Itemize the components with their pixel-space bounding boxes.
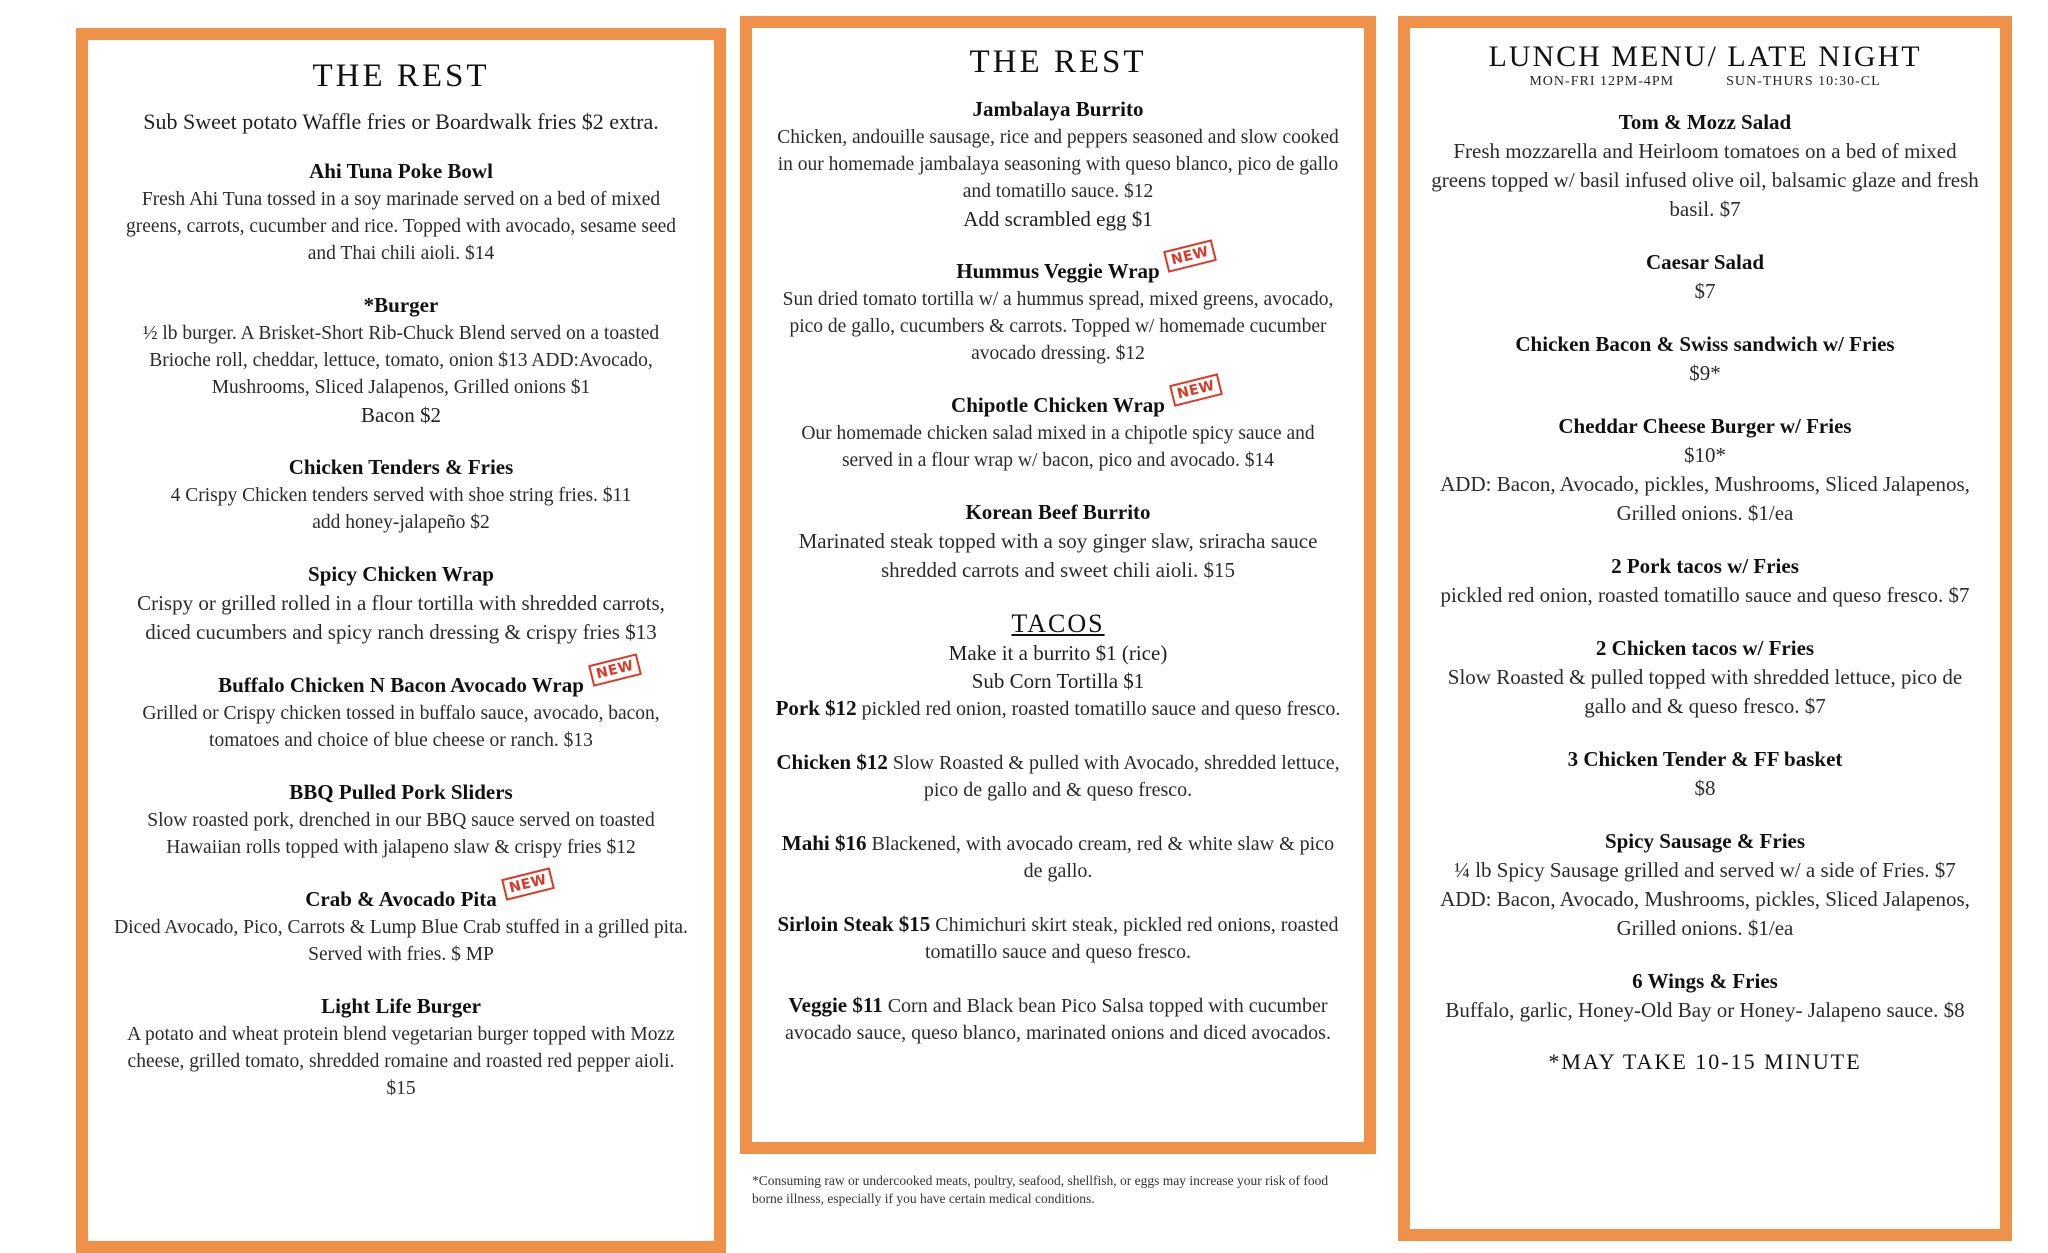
item-description: Sun dried tomato tortilla w/ a hummus spread, mixed greens, avocado, pico de gallo, cucumbers & carrots. Topped w/ homemade cucumber avocado dressing. $12 xyxy=(782,289,1334,364)
new-badge: NEW xyxy=(1164,239,1218,272)
item-addon: add honey-jalapeño $2 xyxy=(312,512,490,533)
item-description: 4 Crispy Chicken tenders served with shoe string fries. $11 xyxy=(170,485,632,506)
menu-item xyxy=(114,992,688,1102)
tacos-option: Sub Corn Tortilla $1 xyxy=(971,669,1145,693)
item-name: Caesar Salad xyxy=(1645,250,1765,274)
taco-name: Mahi $16 xyxy=(781,831,867,855)
taco-item xyxy=(774,911,1342,966)
taco-description: Blackened, with avocado cream, red & white slaw & pico de gallo. xyxy=(871,833,1335,882)
item-description: Marinated steak topped with a soy ginger slaw, sriracha sauce shredded carrots and sweet chili aioli. $15 xyxy=(798,529,1318,582)
taco-name: Chicken $12 xyxy=(776,750,888,774)
item-name: 6 Wings & Fries xyxy=(1632,969,1778,993)
hours-row xyxy=(1430,74,1980,90)
item-name: Chicken Tenders & Fries xyxy=(288,455,514,479)
menu-item xyxy=(114,291,688,429)
menu-item xyxy=(774,377,1342,474)
section-title: LUNCH MENU/ LATE NIGHT xyxy=(1488,40,1922,73)
item-name: Spicy Sausage & Fries xyxy=(1604,829,1806,853)
menu-item xyxy=(1430,248,1980,306)
item-name: Cheddar Cheese Burger w/ Fries xyxy=(1558,414,1852,438)
taco-item xyxy=(774,992,1342,1047)
taco-name: Pork $12 xyxy=(775,696,857,720)
menu-item xyxy=(1430,330,1980,388)
item-name: Crab & Avocado Pita xyxy=(305,887,497,911)
item-description: Slow Roasted & pulled topped with shredded lettuce, pico de gallo and & queso fresco. $7 xyxy=(1447,665,1963,718)
item-name-wrap xyxy=(218,657,636,700)
taco-description: pickled red onion, roasted tomatillo sauce and queso fresco. xyxy=(861,698,1341,720)
menu-item xyxy=(1430,967,1980,1025)
menu-item xyxy=(774,243,1342,367)
food-safety-disclaimer: *Consuming raw or undercooked meats, poultry, seafood, shellfish, or eggs may increase your risk of food borne illness, especially if you have certain medical conditions. xyxy=(752,1173,1329,1206)
menu-item xyxy=(774,498,1342,585)
item-addon: Bacon $2 xyxy=(361,403,441,427)
menu-item xyxy=(114,453,688,536)
item-name: Chipotle Chicken Wrap xyxy=(951,393,1165,417)
hours-late-night: SUN-THURS 10:30-CL xyxy=(1726,74,1881,89)
item-description: A potato and wheat protein blend vegetarian burger topped with Mozz cheese, grilled tomato, shredded romaine and roasted red pepper aioli. $15 xyxy=(127,1024,675,1099)
item-name: Chicken Bacon & Swiss sandwich w/ Fries xyxy=(1515,332,1895,356)
item-description: Fresh mozzarella and Heirloom tomatoes on a bed of mixed greens topped w/ basil infused olive oil, balsamic glaze and fresh basil. $7 xyxy=(1431,139,1979,221)
menu-item xyxy=(1430,552,1980,610)
taco-item xyxy=(774,749,1342,804)
item-name: Buffalo Chicken N Bacon Avocado Wrap xyxy=(218,673,584,697)
item-description: Grilled or Crispy chicken tossed in buffalo sauce, avocado, bacon, tomatoes and choice of blue cheese or ranch. $13 xyxy=(142,703,660,751)
item-description: Our homemade chicken salad mixed in a chipotle spicy sauce and served in a flour wrap w/ bacon, pico and avocado. $14 xyxy=(801,423,1315,471)
item-name: Spicy Chicken Wrap xyxy=(308,562,494,586)
menu-item xyxy=(114,657,688,754)
item-name: *Burger xyxy=(363,293,439,317)
taco-description: Slow Roasted & pulled with Avocado, shredded lettuce, pico de gallo and & queso fresco. xyxy=(892,752,1340,801)
item-description: Crispy or grilled rolled in a flour tortilla with shredded carrots, diced cucumbers and spicy ranch dressing & crispy fries $13 xyxy=(137,591,665,644)
new-badge: NEW xyxy=(1169,373,1223,406)
taco-name: Sirloin Steak $15 xyxy=(777,912,931,936)
menu-item xyxy=(774,95,1342,233)
taco-description: Chimichuri skirt steak, pickled red onions, roasted tomatillo sauce and queso fresco. xyxy=(924,914,1339,963)
item-name: Hummus Veggie Wrap xyxy=(956,259,1160,283)
tacos-heading: TACOS xyxy=(1011,609,1105,638)
item-name-wrap xyxy=(956,243,1212,286)
item-name: 3 Chicken Tender & FF basket xyxy=(1567,747,1843,771)
item-name: Light Life Burger xyxy=(321,994,481,1018)
item-description: Buffalo, garlic, Honey-Old Bay or Honey- Jalapeno sauce. $8 xyxy=(1445,998,1965,1022)
menu-item xyxy=(114,871,688,968)
item-name: Jambalaya Burrito xyxy=(972,97,1144,121)
item-description: ¼ lb Spicy Sausage grilled and served w/ a side of Fries. $7 xyxy=(1454,858,1956,882)
menu-item xyxy=(114,778,688,861)
menu-item xyxy=(1430,634,1980,721)
item-name: 2 Chicken tacos w/ Fries xyxy=(1595,636,1815,660)
menu-panel-the-rest-left xyxy=(76,28,726,1253)
taco-item xyxy=(774,830,1342,885)
item-description: Chicken, andouille sausage, rice and peppers seasoned and slow cooked in our homemade jambalaya seasoning with queso blanco, pico de gallo and tomatillo sauce. $12 xyxy=(777,127,1339,202)
section-title: THE REST xyxy=(969,44,1147,80)
item-price: $10* xyxy=(1684,443,1726,467)
item-addon: Add scrambled egg $1 xyxy=(963,207,1153,231)
menu-panel-lunch-late-night xyxy=(1398,16,2012,1241)
item-name: Tom & Mozz Salad xyxy=(1618,110,1792,134)
taco-item xyxy=(774,695,1342,723)
item-name: Ahi Tuna Poke Bowl xyxy=(309,159,493,183)
item-price: $8 xyxy=(1694,776,1716,800)
fries-substitution-note: Sub Sweet potato Waffle fries or Boardwalk fries $2 extra. xyxy=(143,109,659,134)
item-name-wrap xyxy=(305,871,549,914)
item-price: $9* xyxy=(1689,361,1721,385)
item-description: Slow roasted pork, drenched in our BBQ sauce served on toasted Hawaiian rolls topped with jalapeno slaw & crispy fries $12 xyxy=(147,810,655,858)
menu-item xyxy=(1430,412,1980,528)
item-name-wrap xyxy=(951,377,1217,420)
item-addon: ADD: Bacon, Avocado, pickles, Mushrooms, Sliced Jalapenos, Grilled onions. $1/ea xyxy=(1440,472,1970,525)
item-description: ½ lb burger. A Brisket-Short Rib-Chuck Blend served on a toasted Brioche roll, cheddar, lettuce, tomato, onion $13 ADD:Avocado, Mushrooms, Sliced Jalapenos, Grilled onions $1 xyxy=(142,323,660,398)
taco-description: Corn and Black bean Pico Salsa topped with cucumber avocado sauce, queso blanco, marinated onions and diced avocados. xyxy=(785,995,1331,1044)
item-description: Fresh Ahi Tuna tossed in a soy marinade served on a bed of mixed greens, carrots, cucumber and rice. Topped with avocado, sesame seed and Thai chili aioli. $14 xyxy=(125,189,677,264)
menu-item xyxy=(114,560,688,647)
menu-item xyxy=(1430,827,1980,943)
menu-panel-the-rest-middle xyxy=(740,16,1376,1154)
item-addon: ADD: Bacon, Avocado, Mushrooms, pickles, Sliced Jalapenos, Grilled onions. $1/ea xyxy=(1440,887,1970,940)
wait-time-note: *MAY TAKE 10-15 MINUTE xyxy=(1548,1049,1862,1074)
new-badge: NEW xyxy=(501,867,555,900)
item-description: pickled red onion, roasted tomatillo sauce and queso fresco. $7 xyxy=(1440,583,1970,607)
item-name: Korean Beef Burrito xyxy=(965,500,1151,524)
menu-item xyxy=(1430,745,1980,803)
item-price: $7 xyxy=(1694,279,1716,303)
item-description: Diced Avocado, Pico, Carrots & Lump Blue Crab stuffed in a grilled pita. Served with fries. $ MP xyxy=(114,917,688,965)
hours-weekday: MON-FRI 12PM-4PM xyxy=(1529,74,1675,89)
tacos-option: Make it a burrito $1 (rice) xyxy=(948,641,1168,665)
menu-item xyxy=(114,157,688,267)
menu-item xyxy=(1430,108,1980,224)
item-name: BBQ Pulled Pork Sliders xyxy=(289,780,513,804)
taco-name: Veggie $11 xyxy=(788,993,883,1017)
new-badge: NEW xyxy=(588,653,642,686)
item-name: 2 Pork tacos w/ Fries xyxy=(1611,554,1799,578)
section-title: THE REST xyxy=(312,58,490,94)
